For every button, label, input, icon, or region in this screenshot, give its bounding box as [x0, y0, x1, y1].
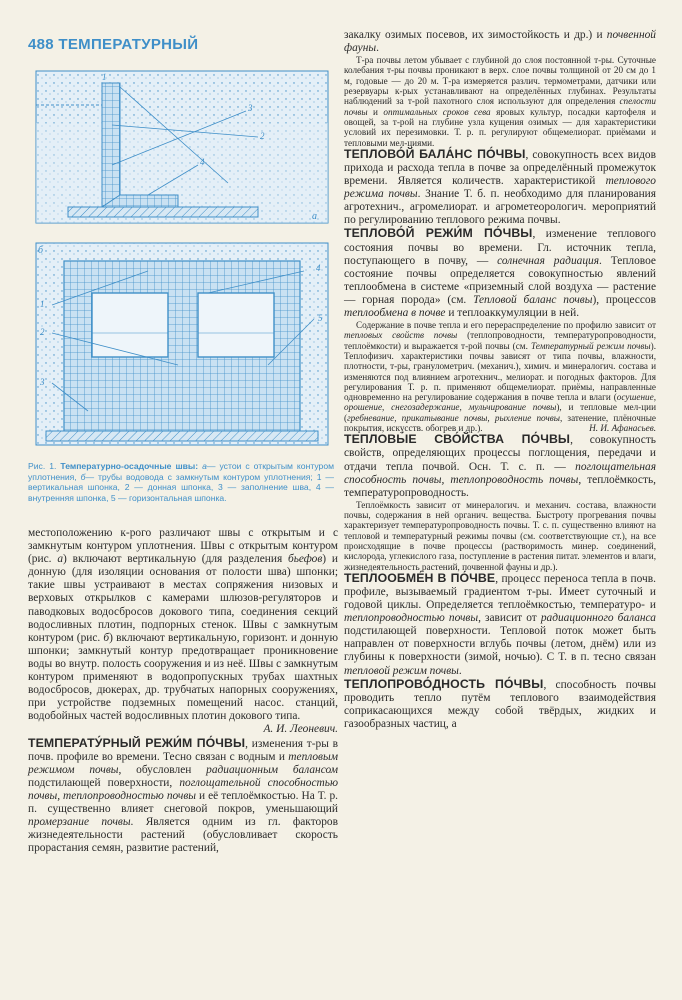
figure-diagram: [28, 65, 338, 451]
label-b5: 5: [318, 313, 323, 323]
entry-headword: ТЕПЛОПРОВО́ДНОСТЬ ПО́ЧВЫ: [344, 676, 544, 691]
caption-a: а: [202, 461, 207, 471]
running-title: ТЕМПЕРАТУРНЫЙ: [58, 36, 199, 53]
small-paragraph: Т-ра почвы летом убывает с глубиной до слоя постоянной т-ры. Суточные колебания т-ры почвы проникают в верх. слое почвы толщиной от 20 см до 1 м, годовые — до 20 м. Т-ра измеряется различ. термометрами, датчики или резервуары к-рых устанавливают на определённых глубинах. Результаты наблюдений за т-рой пахотного слоя используют для определения спелости почвы и оптимальных сроков сева яровых культур, посадки картофеля и овощей, за т-рой на глубине узла кущения озимых — для характеристики условий их перезимовки. Т. р. п. регулируют общемелиорат. приёмами и тепловыми мел-циями.: [344, 55, 656, 148]
entry-headword: ТЕМПЕРАТУ́РНЫЙ РЕЖИ́М ПО́ЧВЫ: [28, 735, 246, 750]
paragraph: местоположению к-рого различают швы с открытым и с замкнутым контуром уплотнения. Швы с открытым контуром (рис. а) включают вертикальную (для разделения бьефов) и донную (для изоляции основания от полости шва) шпонки; такие швы устраивают в местах сопряжения низовых и верховых открылков с камерами шлюзов-регуляторов и паводковых водосбросов докового типа, соединения секций водосливных плотин, подпорных стенок. Швы с замкнутым контуром (рис. б) включают вертикальную, горизонт. и донную шпонки; замкнутый контур предотвращает проникновение воды во внутр. полость сооружения и из неё. Швы с замкнутым контуром применяют в водопропускных трубах шахтных водосбросов, дюкерах, др. трубчатых напорных сооружениях, при устройстве подземных помещений насос. станций, водобойных частей водосливных плотин докового типа. А. И. Леоневич.: [28, 527, 339, 736]
entry-temperature-regime: ТЕМПЕРАТУ́РНЫЙ РЕЖИ́М ПО́ЧВЫ, изменения т-ры в почв. профиле во времени. Тесно связан с водным и тепловым режимом почвы, обусловлен радиационным балансом подстилающей поверхности, поглощательной способностью почвы, теплопроводностью почвы и её теплоёмкостью. На Т. р. п. существенно влияет снеговой покров, уменьшающий промерзание почвы. Является одним из гл. факторов жизнедеятельности растений (обусловливает скорость прорастания семян, развитие растений,: [28, 735, 338, 855]
caption-t2: — трубы водовода с замкнутым контуром уплотнения;: [85, 471, 313, 482]
label-1: 1: [102, 72, 107, 82]
author-signature: Н. И. Афанасьев.: [589, 423, 656, 434]
label-a: а: [312, 211, 317, 222]
drawing-b: [36, 243, 328, 445]
entry-thermal-conductivity: ТЕПЛОПРОВО́ДНОСТЬ ПО́ЧВЫ, способность почвы проводить тепло путём теплового взаимодействия соприкасающихся между собой твёрдых, жидких и газообразных частиц, а: [344, 676, 656, 730]
entry-thermal-properties: ТЕПЛОВЫ́Е СВО́ЙСТВА ПО́ЧВЫ, совокупность свойств, определяющих процессы поглощения, передачи и отдачи тепла почвой. Осн. Т. с. п. — поглощательная способность почвы, теплопроводность почвы, теплоёмкость, температуропроводность.: [344, 432, 656, 499]
paragraph: закалку озимых посевов, их зимостойкость и др.) и почвенной фауны.: [344, 29, 656, 55]
author-signature: А. И. Леоневич.: [263, 723, 338, 736]
small-paragraph: Содержание в почве тепла и его перераспределение по профилю зависит от тепловых свойств почвы (теплопроводности, температуропроводности, теплоёмкости) и выражается т-рой почвы (см. Температурный режим почвы). Теплофизич. характеристики почвы зависят от типа почвы, влажности, плотности, т-ры, гранулометрич. (механич.), химич. и минералогич. состава и изменяются под влиянием агротехнич., мелиорат. и погодных факторов. Для регулирования Т. р. п. применяют общемелиорат. приёмы, направленные одновременно на регулирование содержания в почве тепла и влаги (осушение, орошение, снегозадержание, мульчирование почвы), и тепловые мел-ции (гребневание, прикатывание почвы, рыхление почвы, затенение, плёночные покрытия, искусств. обогрев и др.). Н. И. Афанасьев.: [344, 320, 656, 434]
label-b4: 4: [316, 263, 321, 273]
label-4: 4: [200, 157, 205, 167]
entry-headword: ТЕПЛОВО́Й РЕЖИ́М ПО́ЧВЫ: [344, 226, 533, 241]
caption-t1: — устои с открытым контуром уплотнения,: [28, 461, 335, 482]
entry-headword: ТЕПЛООБМЕ́Н В ПО́ЧВЕ: [344, 570, 496, 585]
entry-headword: ТЕПЛОВЫ́Е СВО́ЙСТВА ПО́ЧВЫ: [344, 432, 571, 447]
entry-heat-regime: ТЕПЛОВО́Й РЕЖИ́М ПО́ЧВЫ, изменение теплового состояния почвы во времени. Гл. источник тепла, поступающего в почву, — солнечная радиация. Тепловое состояние почвы определяется совокупностью явлений теплообмена в системе «приземный слой воздуха — растение — горная порода» (см. Тепловой баланс почвы), процессов теплообмена в почве и теплоаккумуляции в ней.: [344, 226, 657, 319]
label-b3: 3: [40, 377, 45, 387]
label-2: 2: [260, 131, 265, 141]
left-column: [28, 527, 338, 855]
entry-heat-exchange: ТЕПЛООБМЕ́Н В ПО́ЧВЕ, процесс переноса тепла в почв. профиле, вызываемый градиентом т-ры. Имеет суточный и годовой циклы. Определяется теплоёмкостью, температуро- и теплопроводностью почвы, зависит от радиационного баланса подстилающей поверхности. Тепловой поток может быть направлен от поверхности вглубь почвы (летом, днём) или из глубины к поверхности (зимой, ночью). С Т. в п. тесно связан тепловой режим почвы.: [344, 570, 656, 677]
label-3: 3: [248, 103, 253, 113]
right-column: [344, 29, 656, 731]
caption-t3: 1 — вертикальная шпонка, 2 — донная шпонка, 3 — заполнение шва, 4 — внутренняя шпонка, 5 — горизонтальная шпонка.: [28, 471, 334, 503]
label-b2: 2: [40, 327, 45, 337]
figure-caption: [28, 461, 334, 503]
caption-lead: Рис. 1.: [28, 461, 57, 471]
drawing-a: [36, 71, 328, 223]
entry-headword: ТЕПЛОВО́Й БАЛА́НС ПО́ЧВЫ: [344, 146, 526, 161]
running-header: [28, 36, 198, 53]
caption-b: б: [80, 471, 86, 482]
label-b: б: [38, 245, 44, 256]
caption-title: Температурно-осадочные швы:: [60, 461, 199, 471]
entry-heat-balance: ТЕПЛОВО́Й БАЛА́НС ПО́ЧВЫ, совокупность всех видов прихода и расхода тепла в почве за определённый промежуток времени. Является количеств. характеристикой теплового режима почвы. Знание Т. б. п. необходимо для планирования агротехнич., агромелиорат. и агрометеорологич. мероприятий по регулированию теплового режима почвы.: [344, 146, 656, 227]
page-number: 488: [28, 36, 54, 53]
small-paragraph: Теплоёмкость зависит от минералогич. и механич. состава, влажности почвы, содержания в ней органич. вещества. Быстроту прогревания почвы характеризует температуропроводность почвы. Т. с. п. существенно влияют на тепловой и температурный режимы почвы (см. соответствующие ст.), на все происходящие в почве процессы (растворимость минер. соединений, кислорода, углекислого газа, поступление в растения питат. элементов и влаги, жизнедеятельность растений, почвенной фауны и др.).: [344, 499, 656, 572]
label-b1: 1: [40, 299, 45, 309]
